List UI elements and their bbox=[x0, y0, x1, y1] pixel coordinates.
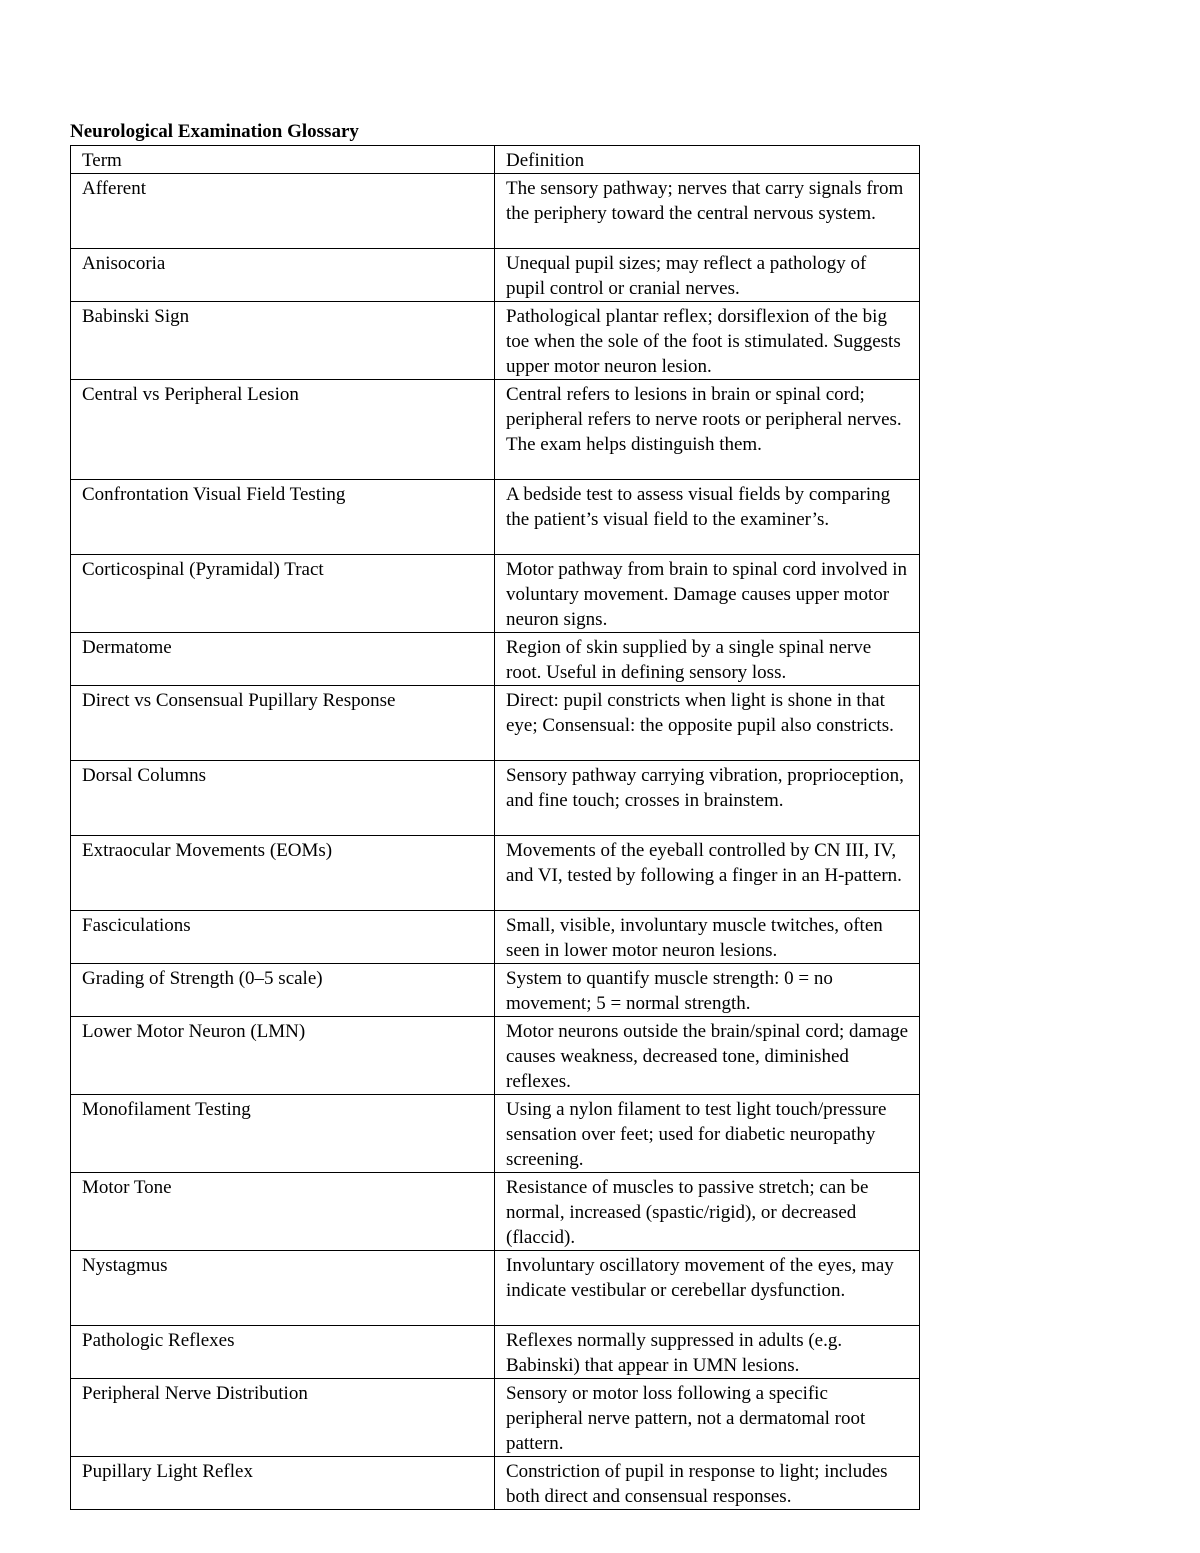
definition-cell: Using a nylon filament to test light touch/pressure sensation over feet; used for diabetic neuropathy screening. bbox=[495, 1095, 920, 1173]
term-cell: Lower Motor Neuron (LMN) bbox=[71, 1017, 495, 1095]
definition-cell: Unequal pupil sizes; may reflect a pathology of pupil control or cranial nerves. bbox=[495, 249, 920, 302]
term-cell: Direct vs Consensual Pupillary Response bbox=[71, 686, 495, 761]
definition-cell: Resistance of muscles to passive stretch; can be normal, increased (spastic/rigid), or decreased (flaccid). bbox=[495, 1173, 920, 1251]
term-cell: Afferent bbox=[71, 174, 495, 249]
term-cell: Pathologic Reflexes bbox=[71, 1326, 495, 1379]
term-cell: Confrontation Visual Field Testing bbox=[71, 480, 495, 555]
table-row bbox=[71, 686, 920, 761]
definition-cell: Sensory pathway carrying vibration, proprioception, and fine touch; crosses in brainstem. bbox=[495, 761, 920, 836]
definition-cell: Involuntary oscillatory movement of the eyes, may indicate vestibular or cerebellar dysfunction. bbox=[495, 1251, 920, 1326]
glossary-table bbox=[70, 145, 920, 1510]
definition-cell: Region of skin supplied by a single spinal nerve root. Useful in defining sensory loss. bbox=[495, 633, 920, 686]
definition-cell: Pathological plantar reflex; dorsiflexion of the big toe when the sole of the foot is stimulated. Suggests upper motor neuron lesion. bbox=[495, 302, 920, 380]
definition-cell: Motor neurons outside the brain/spinal cord; damage causes weakness, decreased tone, diminished reflexes. bbox=[495, 1017, 920, 1095]
term-cell: Fasciculations bbox=[71, 911, 495, 964]
term-cell: Extraocular Movements (EOMs) bbox=[71, 836, 495, 911]
document-page bbox=[70, 120, 919, 1510]
table-header-row bbox=[71, 146, 920, 174]
table-row bbox=[71, 380, 920, 480]
column-header-definition: Definition bbox=[495, 146, 920, 174]
table-row bbox=[71, 836, 920, 911]
table-row bbox=[71, 1457, 920, 1510]
term-cell: Motor Tone bbox=[71, 1173, 495, 1251]
term-cell: Babinski Sign bbox=[71, 302, 495, 380]
term-cell: Anisocoria bbox=[71, 249, 495, 302]
definition-cell: Reflexes normally suppressed in adults (e.g. Babinski) that appear in UMN lesions. bbox=[495, 1326, 920, 1379]
term-cell: Pupillary Light Reflex bbox=[71, 1457, 495, 1510]
document-title: Neurological Examination Glossary bbox=[70, 121, 359, 142]
table-row bbox=[71, 302, 920, 380]
table-row bbox=[71, 1326, 920, 1379]
term-cell: Monofilament Testing bbox=[71, 1095, 495, 1173]
term-cell: Dorsal Columns bbox=[71, 761, 495, 836]
term-cell: Central vs Peripheral Lesion bbox=[71, 380, 495, 480]
definition-cell: Motor pathway from brain to spinal cord involved in voluntary movement. Damage causes upper motor neuron signs. bbox=[495, 555, 920, 633]
table-row bbox=[71, 964, 920, 1017]
column-header-term: Term bbox=[71, 146, 495, 174]
term-cell: Grading of Strength (0–5 scale) bbox=[71, 964, 495, 1017]
table-row bbox=[71, 555, 920, 633]
term-cell: Nystagmus bbox=[71, 1251, 495, 1326]
table-row bbox=[71, 1017, 920, 1095]
table-row bbox=[71, 480, 920, 555]
table-row bbox=[71, 633, 920, 686]
table-row bbox=[71, 1095, 920, 1173]
table-row bbox=[71, 1379, 920, 1457]
definition-cell: Small, visible, involuntary muscle twitches, often seen in lower motor neuron lesions. bbox=[495, 911, 920, 964]
definition-cell: Constriction of pupil in response to light; includes both direct and consensual responses. bbox=[495, 1457, 920, 1510]
table-row bbox=[71, 1173, 920, 1251]
definition-cell: Movements of the eyeball controlled by CN III, IV, and VI, tested by following a finger in an H-pattern. bbox=[495, 836, 920, 911]
table-row bbox=[71, 174, 920, 249]
definition-cell: Direct: pupil constricts when light is shone in that eye; Consensual: the opposite pupil also constricts. bbox=[495, 686, 920, 761]
term-cell: Dermatome bbox=[71, 633, 495, 686]
term-cell: Corticospinal (Pyramidal) Tract bbox=[71, 555, 495, 633]
table-row bbox=[71, 1251, 920, 1326]
definition-cell: The sensory pathway; nerves that carry signals from the periphery toward the central nervous system. bbox=[495, 174, 920, 249]
definition-cell: Sensory or motor loss following a specific peripheral nerve pattern, not a dermatomal root pattern. bbox=[495, 1379, 920, 1457]
definition-cell: Central refers to lesions in brain or spinal cord; peripheral refers to nerve roots or peripheral nerves. The exam helps distinguish them. bbox=[495, 380, 920, 480]
table-row bbox=[71, 761, 920, 836]
term-cell: Peripheral Nerve Distribution bbox=[71, 1379, 495, 1457]
definition-cell: System to quantify muscle strength: 0 = no movement; 5 = normal strength. bbox=[495, 964, 920, 1017]
table-row bbox=[71, 911, 920, 964]
definition-cell: A bedside test to assess visual fields by comparing the patient’s visual field to the examiner’s. bbox=[495, 480, 920, 555]
table-row bbox=[71, 249, 920, 302]
